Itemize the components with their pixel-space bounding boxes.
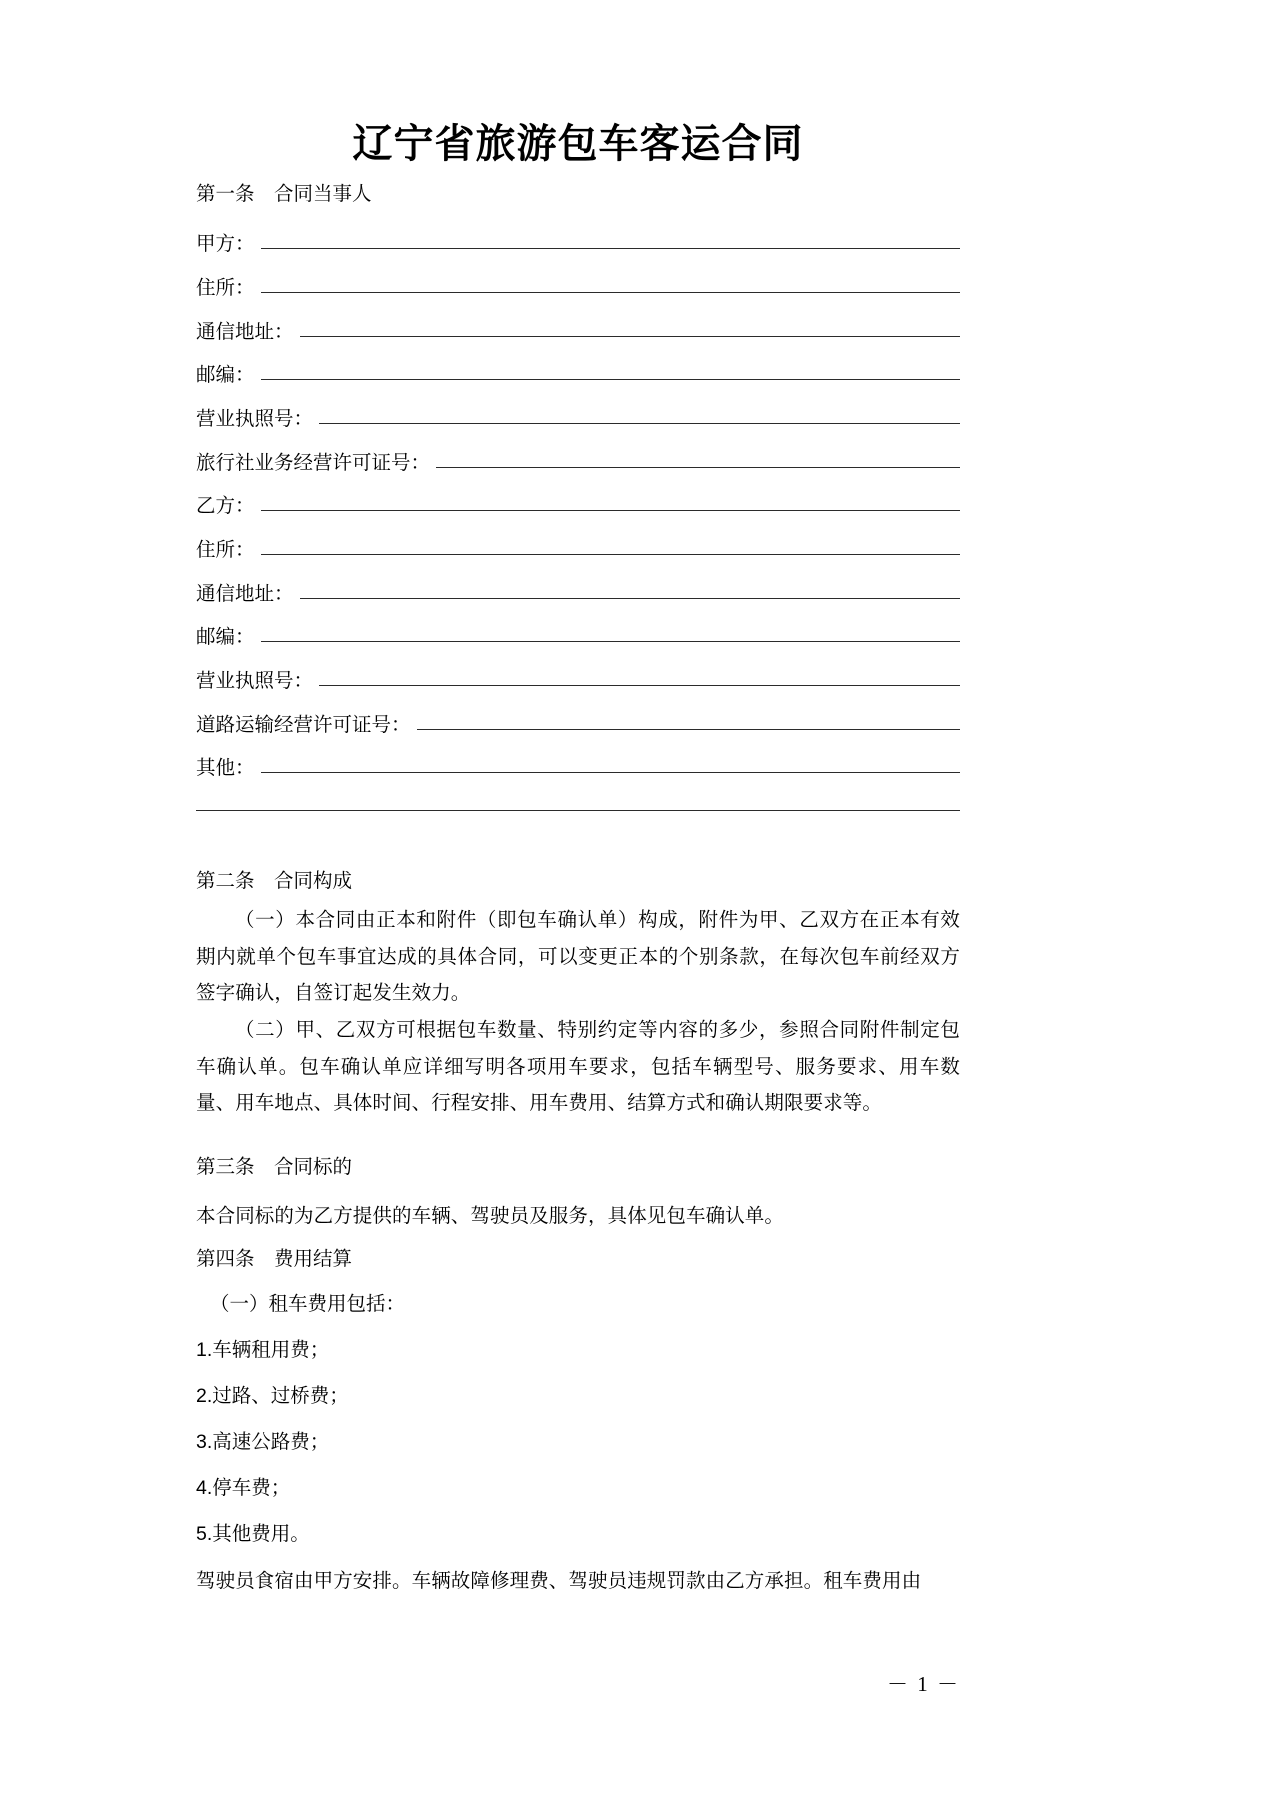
form-row-party-b[interactable] [196, 490, 960, 518]
field-input-other-continuation[interactable] [196, 795, 960, 811]
form-row-party-a[interactable] [196, 228, 960, 256]
clause-3-body: 本合同标的为乙方提供的车辆、驾驶员及服务，具体见包车确认单。 [196, 1205, 785, 1227]
field-label-postcode-a: 邮编： [196, 364, 255, 386]
field-label-postcode-b: 邮编： [196, 626, 255, 648]
form-row-other-continuation[interactable] [196, 796, 960, 812]
form-row-address-b[interactable] [196, 534, 960, 562]
field-label-address-b: 住所： [196, 539, 255, 561]
form-row-mailing-address-b[interactable] [196, 578, 960, 606]
field-input-other[interactable] [261, 757, 960, 773]
field-input-party-b[interactable] [261, 495, 960, 511]
form-row-travel-agency-permit[interactable] [196, 447, 960, 475]
field-label-other: 其他： [196, 757, 255, 779]
field-input-address-b[interactable] [261, 539, 960, 555]
clause-4-subheading: （一）租车费用包括： [210, 1293, 406, 1315]
clause-2-paragraph-1: （一）本合同由正本和附件（即包车确认单）构成，附件为甲、乙双方在正本有效期内就单个包车事宜达成的具体合同，可以变更正本的个别条款，在每次包车前经双方签字确认，自签订起发生效力。 [196, 909, 960, 1004]
form-row-postcode-a[interactable] [196, 359, 960, 387]
form-row-postcode-b[interactable] [196, 621, 960, 649]
form-row-business-license-a[interactable] [196, 403, 960, 431]
fee-list-item-4: 4.停车费； [196, 1477, 291, 1499]
field-label-mailing-address-a: 通信地址： [196, 321, 294, 343]
field-input-postcode-b[interactable] [261, 626, 960, 642]
field-input-postcode-a[interactable] [261, 364, 960, 380]
clause-1-heading: 第一条 合同当事人 [196, 183, 372, 205]
field-label-business-license-b: 营业执照号： [196, 670, 314, 692]
form-row-road-transport-permit[interactable] [196, 709, 960, 737]
clause-2-heading: 第二条 合同构成 [196, 870, 353, 892]
clause-2-paragraph-2: （二）甲、乙双方可根据包车数量、特别约定等内容的多少，参照合同附件制定包车确认单。包车确认单应详细写明各项用车要求，包括车辆型号、服务要求、用车数量、用车地点、具体时间、行程安排、用车费用、结算方式和确认期限要求等。 [196, 1019, 960, 1114]
document-content [196, 0, 960, 1696]
form-row-address-a[interactable] [196, 272, 960, 300]
field-label-road-transport-permit: 道路运输经营许可证号： [196, 714, 411, 736]
field-input-business-license-a[interactable] [319, 408, 960, 424]
field-input-road-transport-permit[interactable] [417, 714, 960, 730]
clause-4-closing-paragraph: 驾驶员食宿由甲方安排。车辆故障修理费、驾驶员违规罚款由乙方承担。租车费用由 [196, 1570, 922, 1592]
fee-list-item-1: 1.车辆租用费； [196, 1339, 330, 1361]
form-row-other[interactable] [196, 752, 960, 780]
form-row-business-license-b[interactable] [196, 665, 960, 693]
field-label-travel-agency-permit: 旅行社业务经营许可证号： [196, 452, 431, 474]
field-input-address-a[interactable] [261, 277, 960, 293]
field-label-party-a: 甲方： [196, 233, 255, 255]
field-input-mailing-address-a[interactable] [300, 321, 960, 337]
form-row-mailing-address-a[interactable] [196, 316, 960, 344]
clause-3-heading: 第三条 合同标的 [196, 1156, 353, 1178]
page-title: 辽宁省旅游包车客运合同 [352, 122, 804, 166]
page-number: － 1 － [887, 1672, 960, 1696]
field-label-business-license-a: 营业执照号： [196, 408, 314, 430]
field-input-travel-agency-permit[interactable] [436, 452, 960, 468]
fee-list-item-3: 3.高速公路费； [196, 1431, 330, 1453]
fee-list-item-2: 2.过路、过桥费； [196, 1385, 349, 1407]
field-input-party-a[interactable] [261, 233, 960, 249]
field-label-mailing-address-b: 通信地址： [196, 583, 294, 605]
clause-4-heading: 第四条 费用结算 [196, 1248, 353, 1270]
field-label-address-a: 住所： [196, 277, 255, 299]
fee-list-item-5: 5.其他费用。 [196, 1523, 310, 1545]
field-input-mailing-address-b[interactable] [300, 583, 960, 599]
field-label-party-b: 乙方： [196, 495, 255, 517]
field-input-business-license-b[interactable] [319, 670, 960, 686]
